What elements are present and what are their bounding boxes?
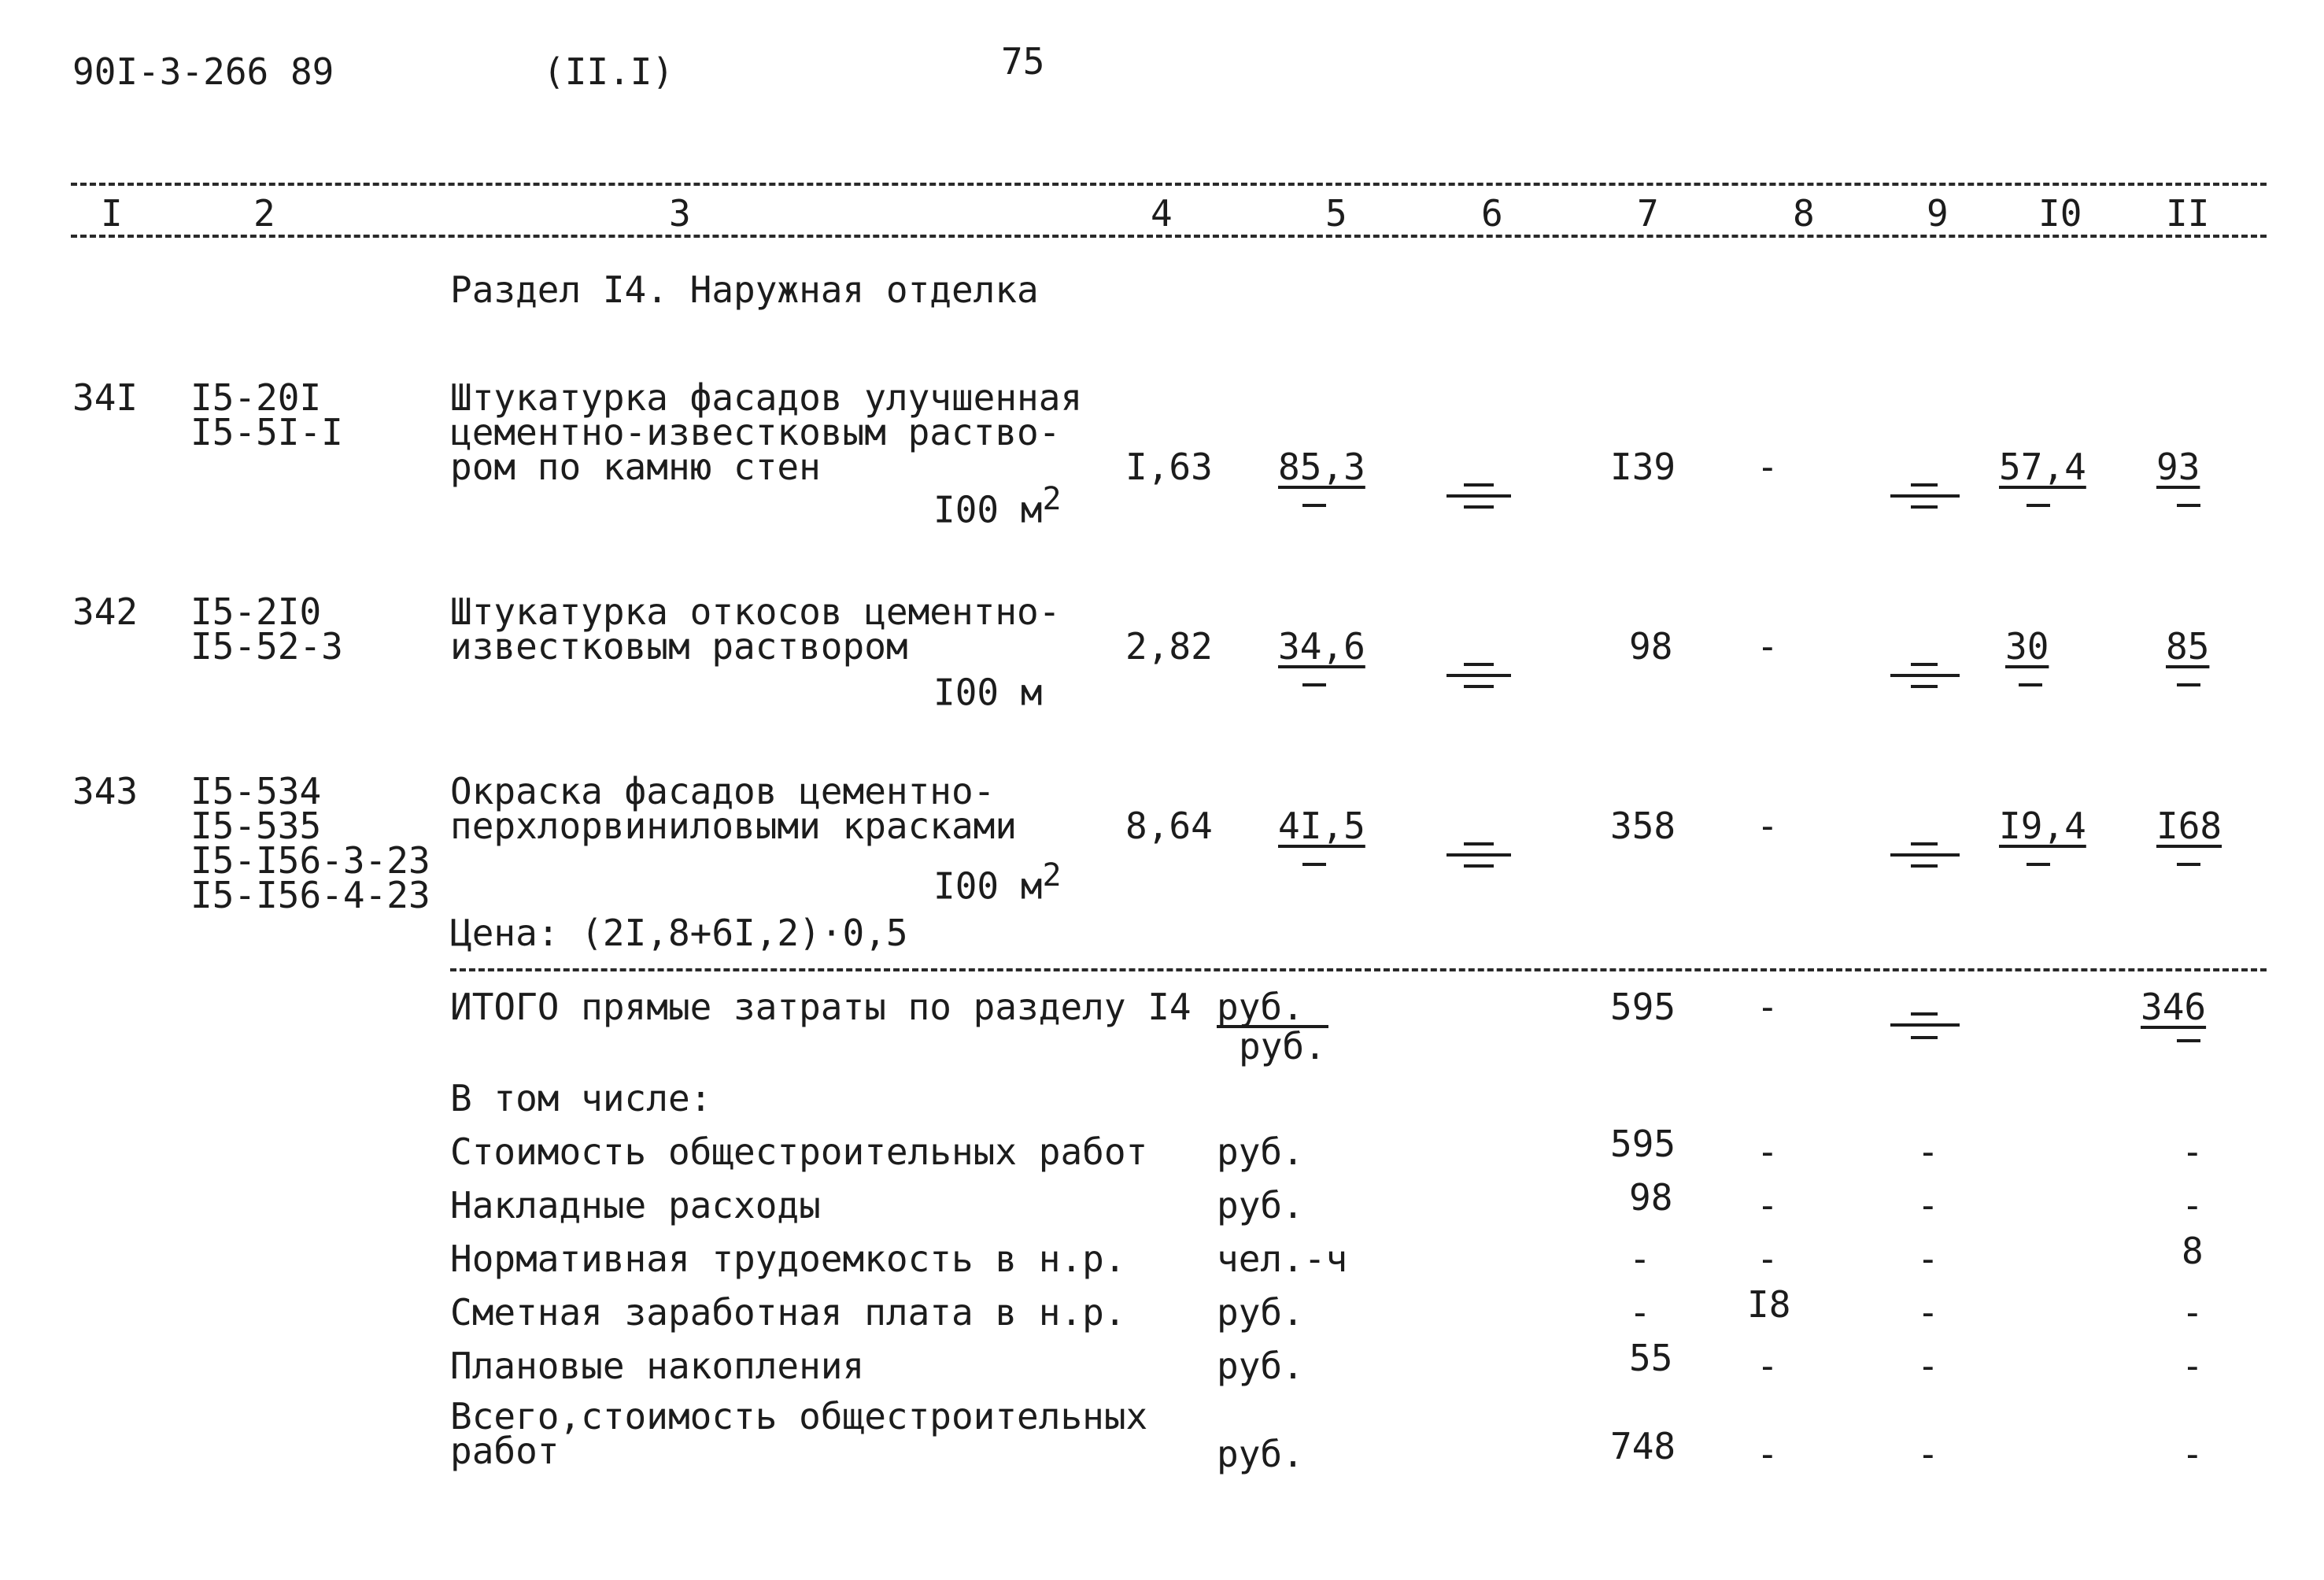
breakdown-col7: 55 xyxy=(1629,1337,1673,1379)
breakdown-col11: - xyxy=(2182,1184,2204,1227)
column-header-4: 4 xyxy=(1151,192,1173,235)
row-code: I5-52-3 xyxy=(190,625,343,668)
row-description-line: Штукатурка фасадов улучшенная xyxy=(450,376,1083,419)
cell-col5-lower xyxy=(1302,863,1326,866)
section-title: Раздел I4. Наружная отделка xyxy=(450,268,1039,311)
cell-col7: 358 xyxy=(1610,805,1676,847)
cell-col7: 98 xyxy=(1629,625,1673,668)
breakdown-label: Стоимость общестроительных работ xyxy=(450,1130,1148,1173)
breakdown-unit: руб. xyxy=(1217,1184,1304,1227)
row-code: I5-I56-3-23 xyxy=(190,839,430,882)
breakdown-col11: - xyxy=(2182,1291,2204,1334)
breakdown-col7: 748 xyxy=(1610,1425,1676,1467)
breakdown-label: Всего,стоимость общестроительных xyxy=(450,1395,1148,1438)
row-code: I5-534 xyxy=(190,770,322,812)
breakdown-col7: 98 xyxy=(1629,1176,1673,1219)
cell-col11-lower xyxy=(2177,683,2200,686)
cell-col9-lower xyxy=(1911,864,1938,868)
cell-col11: I68 xyxy=(2156,805,2222,847)
cell-col10-lower xyxy=(2027,863,2050,866)
cell-col9 xyxy=(1911,842,1938,846)
quantity-cell: 2,82 xyxy=(1125,625,1213,668)
cell-col5: 85,3 xyxy=(1278,446,1365,488)
column-header-3: 3 xyxy=(669,192,691,235)
fraction-bar xyxy=(1890,853,1960,857)
total-separator-rule xyxy=(450,968,2267,971)
column-header-10: I0 xyxy=(2038,192,2082,235)
breakdown-unit: руб. xyxy=(1217,1345,1304,1387)
row-description-line: Окраска фасадов цементно- xyxy=(450,770,996,812)
cell-col10-lower xyxy=(2019,683,2042,686)
breakdown-col8: - xyxy=(1757,1433,1779,1475)
row-code: I5-535 xyxy=(190,805,322,847)
breakdown-unit: чел.-ч xyxy=(1217,1238,1348,1280)
row-description-line: Штукатурка откосов цементно- xyxy=(450,590,1061,633)
total-col11: 346 xyxy=(2141,986,2207,1028)
cell-col10: 57,4 xyxy=(1999,446,2086,488)
breakdown-col11: - xyxy=(2182,1433,2204,1475)
cell-col6-lower xyxy=(1464,864,1494,868)
row-code: I5-5I-I xyxy=(190,411,343,453)
page-number: 75 xyxy=(1001,40,1045,83)
document-code: 90I-3-266 89 xyxy=(72,50,334,93)
breakdown-label: Плановые накопления xyxy=(450,1345,865,1387)
breakdown-col9: - xyxy=(1917,1130,1939,1173)
header-bottom-rule xyxy=(71,235,2267,238)
cell-col5-lower xyxy=(1302,504,1326,507)
row-code: I5-20I xyxy=(190,376,322,419)
column-header-5: 5 xyxy=(1325,192,1347,235)
cell-col10: I9,4 xyxy=(1999,805,2086,847)
row-number: 34I xyxy=(72,376,139,419)
breakdown-col9: - xyxy=(1917,1345,1939,1387)
cell-col11: 85 xyxy=(2166,625,2210,668)
cell-col9 xyxy=(1911,483,1938,487)
cell-col6 xyxy=(1464,842,1494,846)
row-number: 342 xyxy=(72,590,139,633)
cell-col6-lower xyxy=(1464,505,1494,509)
fraction-bar xyxy=(1446,674,1511,677)
total-col7: 595 xyxy=(1610,986,1676,1028)
breakdown-col8: - xyxy=(1757,1345,1779,1387)
breakdown-col9: - xyxy=(1917,1238,1939,1280)
row-unit: I00 м xyxy=(933,671,1043,714)
cell-col9 xyxy=(1911,663,1938,666)
row-code: I5-2I0 xyxy=(190,590,322,633)
cell-col8: - xyxy=(1757,805,1779,847)
row-number: 343 xyxy=(72,770,139,812)
breakdown-label: Нормативная трудоемкость в н.р. xyxy=(450,1238,1126,1280)
fraction-bar xyxy=(1890,674,1960,677)
fraction-bar xyxy=(1890,1023,1960,1027)
breakdown-col11: 8 xyxy=(2182,1230,2204,1272)
row-unit: I00 $м^2$ xyxy=(933,857,1062,908)
breakdown-label: Сметная заработная плата в н.р. xyxy=(450,1291,1126,1334)
cell-col6 xyxy=(1464,483,1494,487)
fraction-bar xyxy=(1446,494,1511,498)
quantity-cell: 8,64 xyxy=(1125,805,1213,847)
column-header-8: 8 xyxy=(1793,192,1815,235)
fraction-bar xyxy=(1446,853,1511,857)
cell-col9-lower xyxy=(1911,505,1938,509)
row-unit: I00 $м^2$ xyxy=(933,481,1062,531)
cell-col11-lower xyxy=(2177,504,2200,507)
breakdown-col8: - xyxy=(1757,1184,1779,1227)
column-header-9: 9 xyxy=(1927,192,1949,235)
breakdown-unit: руб. xyxy=(1217,1433,1304,1475)
including-label: В том числе: xyxy=(450,1077,712,1119)
breakdown-col8: I8 xyxy=(1747,1283,1791,1326)
column-header-7: 7 xyxy=(1637,192,1659,235)
total-unit-bottom: руб. xyxy=(1239,1025,1326,1068)
price-note: Цена: (2I,8+6I,2)·0,5 xyxy=(450,912,908,954)
cell-col8: - xyxy=(1757,446,1779,488)
cell-col6-lower xyxy=(1464,685,1494,688)
row-description-line: цементно-известковым раство- xyxy=(450,411,1061,453)
quantity-cell: I,63 xyxy=(1125,446,1213,488)
breakdown-col9: - xyxy=(1917,1433,1939,1475)
total-label: ИТОГО прямые затраты по разделу I4 xyxy=(450,986,1192,1028)
cell-col11: 93 xyxy=(2156,446,2200,488)
column-header-2: 2 xyxy=(253,192,275,235)
cell-col9-lower xyxy=(1911,685,1938,688)
breakdown-unit: руб. xyxy=(1217,1291,1304,1334)
cell-col5: 4I,5 xyxy=(1278,805,1365,847)
column-header-1: I xyxy=(101,192,123,235)
section-code: (II.I) xyxy=(543,50,674,93)
total-col9 xyxy=(1911,1012,1938,1016)
cell-col8: - xyxy=(1757,625,1779,668)
breakdown-col7: - xyxy=(1629,1238,1651,1280)
breakdown-col9: - xyxy=(1917,1184,1939,1227)
total-col8: - xyxy=(1757,986,1779,1028)
breakdown-col8: - xyxy=(1757,1238,1779,1280)
total-col9-lower xyxy=(1911,1036,1938,1039)
row-code: I5-I56-4-23 xyxy=(190,874,430,916)
breakdown-col9: - xyxy=(1917,1291,1939,1334)
breakdown-unit: руб. xyxy=(1217,1130,1304,1173)
row-description-line: известковым раствором xyxy=(450,625,908,668)
breakdown-col11: - xyxy=(2182,1345,2204,1387)
total-col11-lower xyxy=(2177,1039,2200,1042)
breakdown-label: работ xyxy=(450,1430,560,1472)
total-unit-top: руб. xyxy=(1217,986,1304,1028)
header-top-rule xyxy=(71,183,2267,186)
cell-col5-lower xyxy=(1302,683,1326,686)
row-description-line: ром по камню стен xyxy=(450,446,821,488)
breakdown-col8: - xyxy=(1757,1130,1779,1173)
cell-col10: 30 xyxy=(2005,625,2049,668)
cell-col10-lower xyxy=(2027,504,2050,507)
cell-col6 xyxy=(1464,663,1494,666)
breakdown-col7: 595 xyxy=(1610,1123,1676,1165)
breakdown-col7: - xyxy=(1629,1291,1651,1334)
column-header-11: II xyxy=(2166,192,2210,235)
row-description-line: перхлорвиниловыми красками xyxy=(450,805,1018,847)
breakdown-label: Накладные расходы xyxy=(450,1184,821,1227)
column-header-6: 6 xyxy=(1481,192,1503,235)
cell-col11-lower xyxy=(2177,863,2200,866)
fraction-bar xyxy=(1890,494,1960,498)
cell-col5: 34,6 xyxy=(1278,625,1365,668)
cell-col7: I39 xyxy=(1610,446,1676,488)
breakdown-col11: - xyxy=(2182,1130,2204,1173)
